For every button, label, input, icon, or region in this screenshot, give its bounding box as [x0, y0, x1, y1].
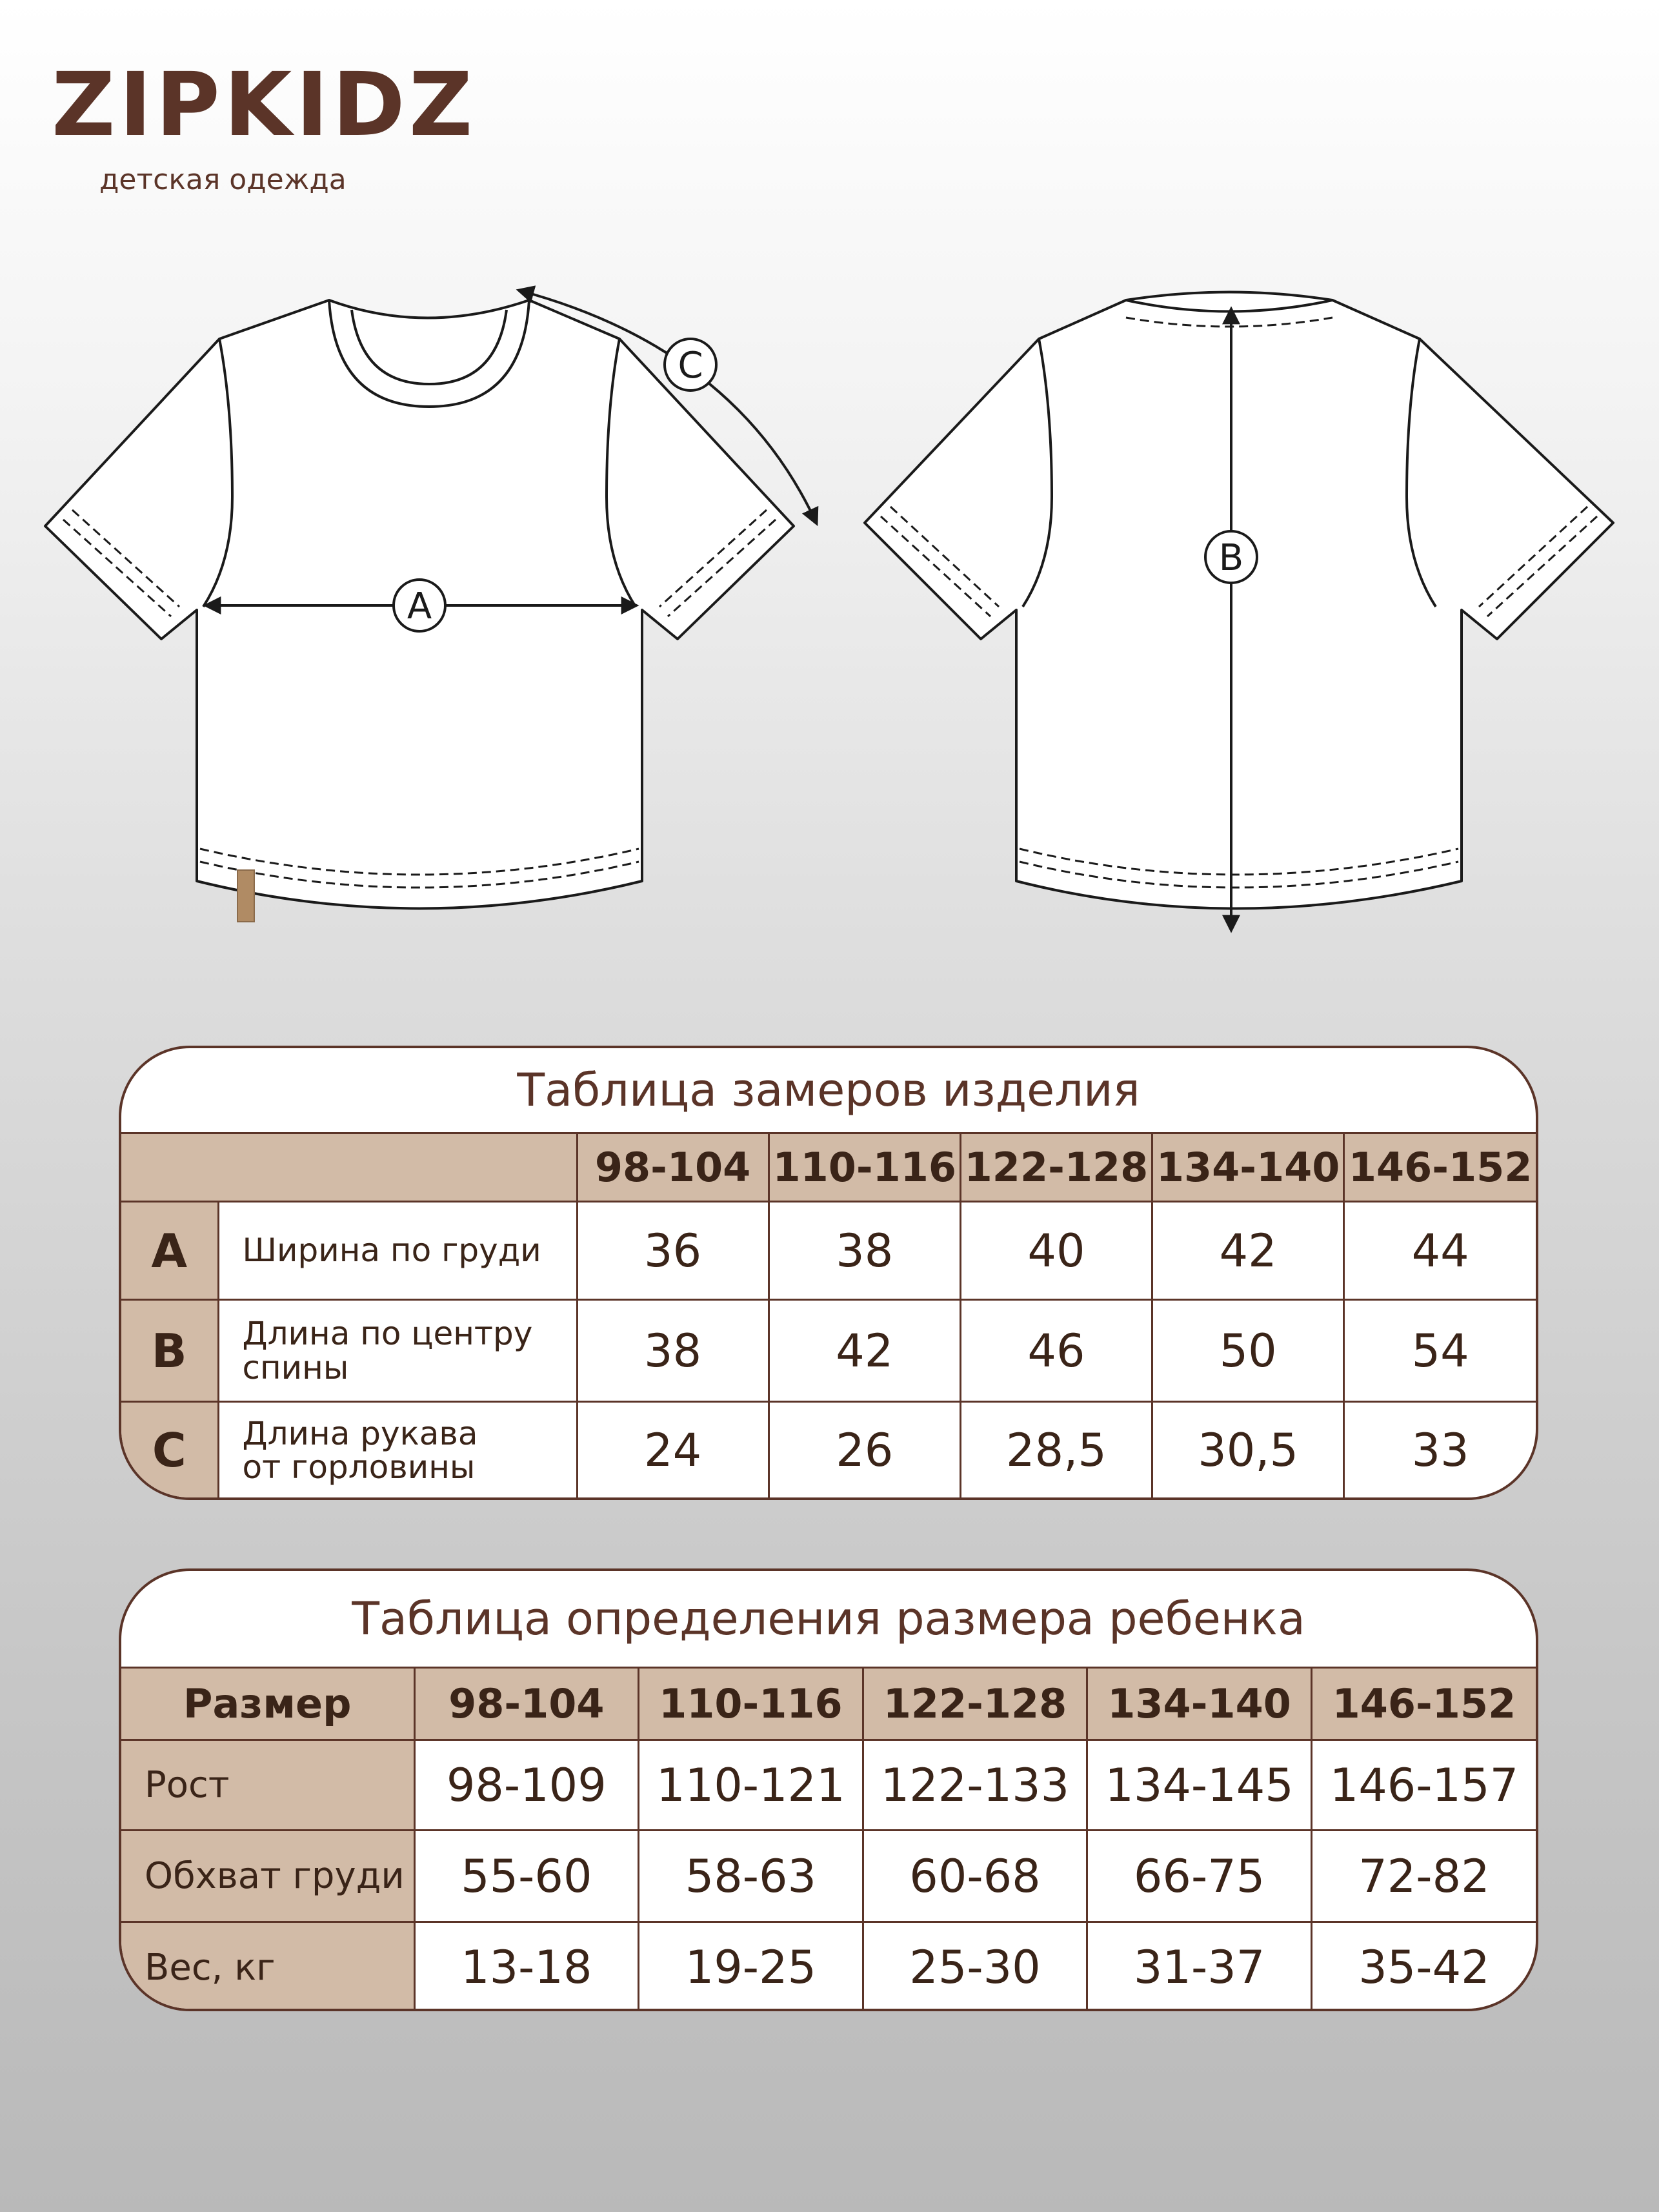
cell: 98-109 [414, 1740, 639, 1831]
row-label: Длина по центру спины [218, 1300, 577, 1402]
cell: 58-63 [639, 1831, 863, 1922]
cell: 122-133 [863, 1740, 1087, 1831]
measure-header-empty [121, 1133, 577, 1202]
cell: 33 [1344, 1402, 1536, 1499]
row-label: Рост [121, 1740, 414, 1831]
size-col-2: 110-116 [639, 1668, 863, 1740]
cell: 55-60 [414, 1831, 639, 1922]
measure-row-b [121, 1300, 1536, 1402]
cell: 60-68 [863, 1831, 1087, 1922]
cell: 35-42 [1311, 1922, 1536, 2012]
row-label: Вес, кг [121, 1922, 414, 2012]
brand-tagline: детская одежда [99, 163, 347, 196]
measure-row-c [121, 1402, 1536, 1499]
tshirt-back [865, 292, 1613, 909]
cell: 66-75 [1087, 1831, 1312, 1922]
size-col-3: 122-128 [863, 1668, 1087, 1740]
row-letter: C [121, 1402, 218, 1499]
row-letter: B [121, 1300, 218, 1402]
size-row-height [121, 1740, 1536, 1831]
brand-tag [237, 870, 254, 922]
cell: 31-37 [1087, 1922, 1312, 2012]
cell: 38 [577, 1300, 769, 1402]
cell: 54 [1344, 1300, 1536, 1402]
row-label: Обхват груди [121, 1831, 414, 1922]
label-c: C [678, 345, 703, 387]
cell: 25-30 [863, 1922, 1087, 2012]
size-table-title: Таблица определения размера ребенка [352, 1592, 1305, 1645]
measure-row-a [121, 1202, 1536, 1300]
cell: 72-82 [1311, 1831, 1536, 1922]
brand-logo [52, 54, 477, 196]
cell: 38 [769, 1202, 960, 1300]
cell: 44 [1344, 1202, 1536, 1300]
cell: 40 [960, 1202, 1152, 1300]
size-row-chest [121, 1831, 1536, 1922]
cell: 28,5 [960, 1402, 1152, 1499]
measure-size-1: 98-104 [577, 1133, 769, 1202]
cell: 110-121 [639, 1740, 863, 1831]
row-letter: A [121, 1202, 218, 1300]
cell: 24 [577, 1402, 769, 1499]
size-col-1: 98-104 [414, 1668, 639, 1740]
cell: 46 [960, 1300, 1152, 1402]
measure-size-2: 110-116 [769, 1133, 960, 1202]
label-b: B [1218, 537, 1244, 579]
cell: 50 [1152, 1300, 1344, 1402]
measure-size-3: 122-128 [960, 1133, 1152, 1202]
size-table-card [119, 1568, 1538, 2011]
size-col-5: 146-152 [1311, 1668, 1536, 1740]
size-header-label: Размер [121, 1668, 414, 1740]
brand-name: ZIPKIDZ [52, 54, 477, 156]
cell: 13-18 [414, 1922, 639, 2012]
measure-table-title: Таблица замеров изделия [517, 1064, 1140, 1117]
measure-table [121, 1132, 1536, 1499]
size-row-weight [121, 1922, 1536, 2012]
cell: 19-25 [639, 1922, 863, 2012]
cell: 146-157 [1311, 1740, 1536, 1831]
cell: 30,5 [1152, 1402, 1344, 1499]
size-table [121, 1667, 1536, 2011]
cell: 42 [1152, 1202, 1344, 1300]
measure-size-4: 134-140 [1152, 1133, 1344, 1202]
size-col-4: 134-140 [1087, 1668, 1312, 1740]
row-label: Ширина по груди [218, 1202, 577, 1300]
measure-size-5: 146-152 [1344, 1133, 1536, 1202]
label-a: A [407, 585, 432, 627]
row-label: Длина рукава от горловины [218, 1402, 577, 1499]
measure-table-card [119, 1046, 1538, 1500]
tshirt-diagram [0, 245, 1659, 968]
cell: 26 [769, 1402, 960, 1499]
cell: 134-145 [1087, 1740, 1312, 1831]
cell: 42 [769, 1300, 960, 1402]
cell: 36 [577, 1202, 769, 1300]
